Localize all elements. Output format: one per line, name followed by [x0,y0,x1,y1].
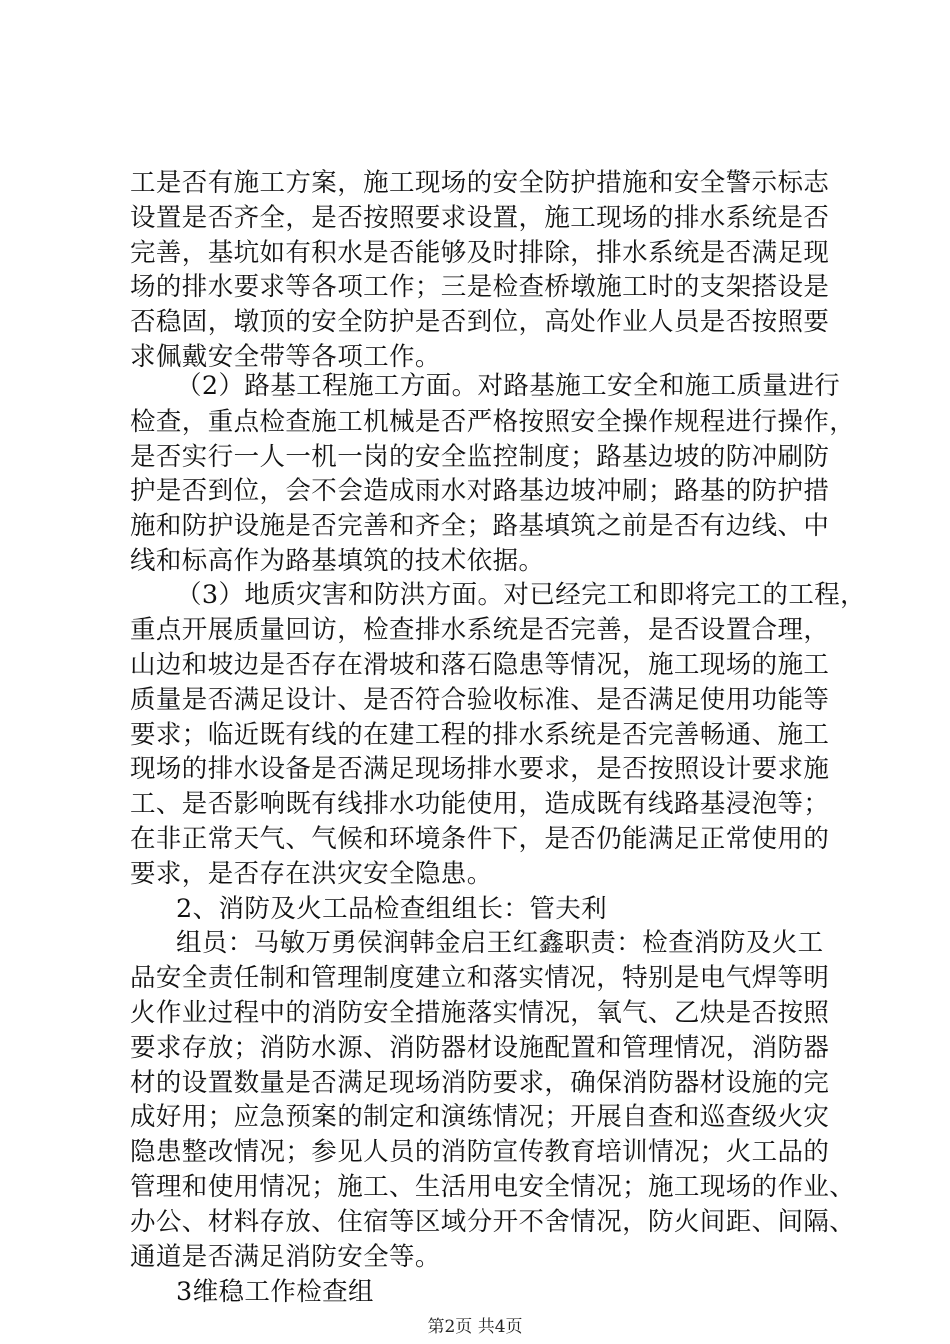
text-line: 工、是否影响既有线排水功能使用，造成既有线路基浸泡等； [130,789,830,819]
text-line: 线和标高作为路基填筑的技术依据。 [130,546,545,576]
paragraph-heading: （2）路基工程施工方面。对路基施工安全和施工质量进行 [176,371,841,401]
text-line: 要求；临近既有线的在建工程的排水系统是否完善畅通、施工 [130,720,830,750]
text-line: 材的设置数量是否满足现场消防要求，确保消防器材设施的完 [130,1068,830,1098]
text-line: 在非正常天气、气候和环境条件下，是否仍能满足正常使用的 [130,824,830,854]
text-line: 品安全责任制和管理制度建立和落实情况，特别是电气焊等明 [130,963,830,993]
page-number-footer: 第2页 共4页 [427,1317,523,1337]
text-line: 场的排水要求等各项工作；三是检查桥墩施工时的支架搭设是 [130,272,830,302]
text-line: 设置是否齐全，是否按照要求设置，施工现场的排水系统是否 [130,203,830,233]
text-line: 施和防护设施是否完善和齐全；路基填筑之前是否有边线、中 [130,511,830,541]
text-line: 求佩戴安全带等各项工作。 [130,342,441,372]
text-line: 办公、材料存放、住宿等区域分开不舍情况，防火间距、间隔、 [130,1207,856,1237]
text-line: 质量是否满足设计、是否符合验收标准、是否满足使用功能等 [130,685,830,715]
text-line: 现场的排水设备是否满足现场排水要求，是否按照设计要求施 [130,754,830,784]
section-heading: 2、消防及火工品检查组组长：管夫利 [176,894,608,924]
text-line: 隐患整改情况；参见人员的消防宣传教育培训情况；火工品的 [130,1137,830,1167]
text-line: 要求，是否存在洪灾安全隐患。 [130,859,493,889]
text-line: 组员：马敏万勇侯润韩金启王红鑫职责：检查消防及火工 [176,928,824,958]
text-line: 火作业过程中的消防安全措施落实情况，氧气、乙炔是否按照 [130,998,830,1028]
text-line: 完善，基坑如有积水是否能够及时排除，排水系统是否满足现 [130,238,830,268]
text-line: 否稳固，墩顶的安全防护是否到位，高处作业人员是否按照要 [130,307,830,337]
text-line: 检查，重点检查施工机械是否严格按照安全操作规程进行操作， [130,407,856,437]
text-line: 要求存放；消防水源、消防器材设施配置和管理情况，消防器 [130,1033,830,1063]
text-line: 通道是否满足消防安全等。 [130,1242,441,1272]
text-line: 是否实行一人一机一岗的安全监控制度；路基边坡的防冲刷防 [130,442,830,472]
text-line: 成好用；应急预案的制定和演练情况；开展自查和巡查级火灾 [130,1102,830,1132]
paragraph-heading: （3）地质灾害和防洪方面。对已经完工和即将完工的工程， [176,580,867,610]
text-line: 护是否到位，会不会造成雨水对路基边坡冲刷；路基的防护措 [130,476,830,506]
text-line: 管理和使用情况；施工、生活用电安全情况；施工现场的作业、 [130,1172,856,1202]
text-line: 工是否有施工方案，施工现场的安全防护措施和安全警示标志 [130,168,830,198]
section-heading: 3维稳工作检查组 [176,1277,374,1307]
text-line: 山边和坡边是否存在滑坡和落石隐患等情况，施工现场的施工 [130,650,830,680]
text-line: 重点开展质量回访，检查排水系统是否完善，是否设置合理， [130,615,830,645]
